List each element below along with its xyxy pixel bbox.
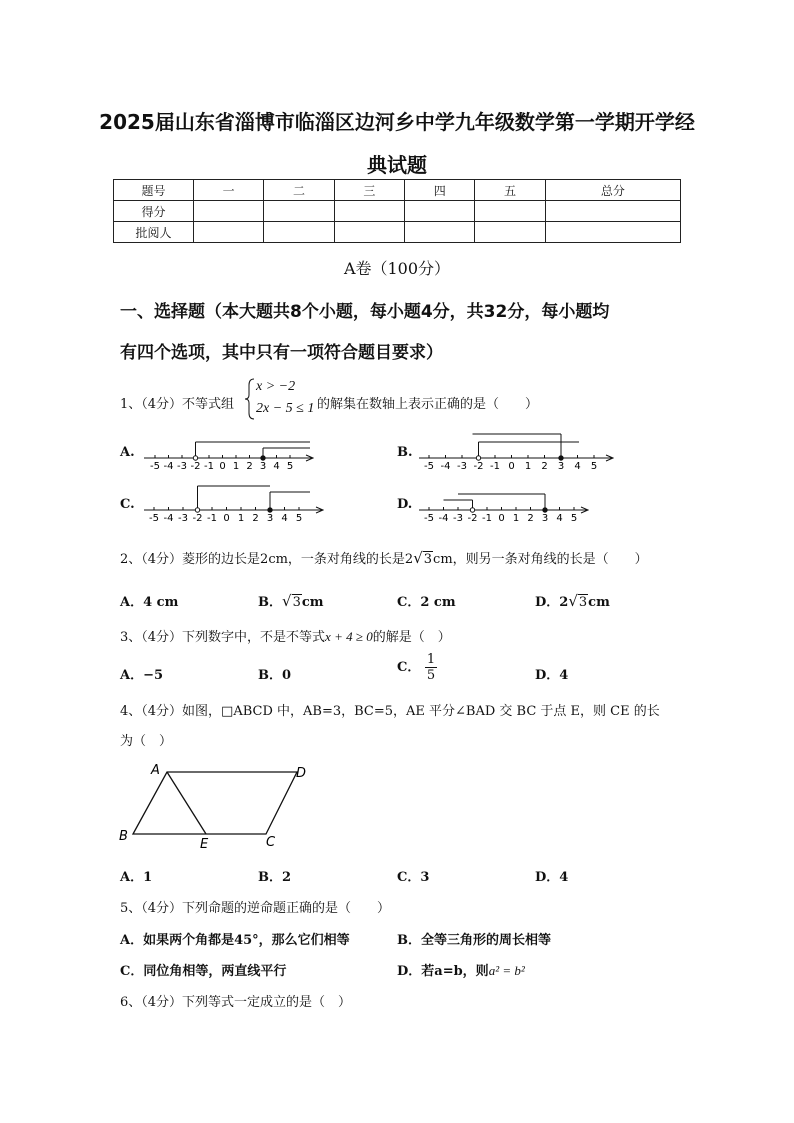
tick-label: -5: [424, 461, 434, 472]
q2-option-d-unit: cm: [588, 595, 610, 610]
q2-option-d-radicand: 3: [578, 595, 588, 610]
tick-label: -1: [204, 461, 214, 472]
tick-label: 1: [237, 513, 245, 524]
exam-title-line1: 2025届山东省淄博市临淄区边河乡中学九年级数学第一学期开学经: [99, 110, 695, 134]
question-2-stem: 2、（4分）菱形的边长是2cm，一条对角线的长是2√3cm，则另一条对角线的长是（ ）: [120, 549, 648, 567]
grader-cell[interactable]: [475, 222, 545, 243]
q1-number-line-c: [144, 478, 324, 524]
score-cell[interactable]: [405, 201, 475, 222]
tick-label: 5: [590, 461, 598, 472]
q3-text-post: 的解是（ ）: [372, 630, 451, 645]
grader-cell[interactable]: [194, 222, 264, 243]
q5-option-d-label: D．若a=b，则: [397, 964, 489, 979]
tick-label: -2: [190, 461, 201, 472]
q1-suffix: 的解集在数轴上表示正确的是（ ）: [317, 397, 539, 412]
tick-label: -1: [207, 513, 217, 524]
grader-cell[interactable]: [334, 222, 404, 243]
q5-option-d-expression: a² = b²: [488, 963, 525, 978]
tick-label: 1: [232, 461, 240, 472]
grader-row-label: 批阅人: [114, 222, 194, 243]
closed-endpoint: [559, 456, 563, 460]
q2-option-b-radicand: 3: [292, 595, 301, 610]
tick-label: 3: [541, 513, 549, 524]
q5-option-b[interactable]: B．全等三角形的周长相等: [397, 933, 551, 948]
q2-text-pre: 2、（4分）菱形的边长是2cm，一条对角线的长是2: [120, 552, 414, 567]
tick-label: 0: [219, 461, 226, 472]
q3-option-b[interactable]: B．0: [258, 668, 292, 683]
q3-option-c-label: C．: [397, 660, 421, 675]
open-endpoint: [470, 508, 474, 512]
table-header-cell: 三: [334, 180, 404, 201]
question-5-stem: 5、（4分）下列命题的逆命题正确的是（ ）: [120, 901, 391, 916]
table-header-cell: 总分: [545, 180, 680, 201]
tick-label: -3: [453, 513, 463, 524]
q4-option-a[interactable]: A．1: [120, 870, 153, 885]
question-3-stem: [120, 626, 451, 645]
table-header-cell: 二: [264, 180, 334, 201]
grader-row: [114, 222, 681, 243]
q2-radicand: 3: [423, 552, 433, 567]
q1-number-line-a: [144, 436, 314, 472]
tick-label: 0: [498, 513, 505, 524]
tick-label: 5: [295, 513, 303, 524]
table-header-cell: 五: [475, 180, 545, 201]
tick-label: -2: [192, 513, 203, 524]
closed-endpoint: [261, 456, 265, 460]
tick-label: 0: [223, 513, 230, 524]
tick-label: 4: [273, 461, 280, 472]
q1-option-d-label[interactable]: D.: [397, 497, 413, 512]
q1-inequality-1: x > −2: [256, 379, 296, 394]
q3-expression: x + 4 ≥ 0: [325, 629, 373, 644]
q1-prefix: 1、（4分）不等式组: [120, 397, 235, 412]
table-header-cell: 题号: [114, 180, 194, 201]
tick-label: 2: [246, 461, 253, 472]
tick-label: 4: [556, 513, 563, 524]
q3-fraction-numerator: 1: [426, 652, 436, 667]
q3-option-a[interactable]: A．−5: [120, 668, 164, 683]
q2-option-b-unit: cm: [301, 595, 324, 610]
q1-inequality-system: [244, 377, 316, 421]
tick-label: 4: [574, 461, 581, 472]
q2-option-d[interactable]: D．2√3cm: [535, 592, 610, 610]
q3-option-c[interactable]: [397, 652, 437, 683]
grader-cell[interactable]: [545, 222, 680, 243]
q3-option-d[interactable]: D．4: [535, 668, 569, 683]
part1-heading-line1: 一、选择题（本大题共8个小题，每小题4分，共32分，每小题均: [120, 302, 610, 322]
tick-label: 1: [524, 461, 532, 472]
q3-text-pre: 3、（4分）下列数字中，不是不等式: [120, 630, 326, 645]
question-4-line1: 4、（4分）如图，□ABCD 中，AB=3，BC=5，AE 平分∠BAD 交 BC 于点 E，则 CE 的长: [120, 704, 660, 719]
tick-label: -3: [457, 461, 467, 472]
q4-option-b[interactable]: B．2: [258, 870, 292, 885]
parallelogram-abcd: [133, 772, 297, 834]
tick-label: -5: [424, 513, 434, 524]
q1-option-c-label[interactable]: C.: [120, 497, 135, 512]
tick-label: 2: [541, 461, 548, 472]
open-endpoint: [195, 508, 199, 512]
q5-option-d[interactable]: [397, 960, 525, 979]
tick-label: 2: [527, 513, 534, 524]
score-row-label: 得分: [114, 201, 194, 222]
vertex-label-c: C: [266, 835, 276, 850]
open-endpoint: [193, 456, 197, 460]
tick-label: 4: [281, 513, 288, 524]
q4-option-c[interactable]: C．3: [397, 870, 430, 885]
tick-label: -2: [467, 513, 478, 524]
point-label-e: E: [200, 837, 209, 850]
q1-inequality-2: 2x − 5 ≤ 1: [256, 401, 315, 416]
tick-label: 1: [512, 513, 520, 524]
tick-label: 3: [266, 513, 274, 524]
parallelogram-figure: [115, 760, 325, 850]
q2-option-b[interactable]: B．√3cm: [258, 592, 324, 610]
tick-label: -4: [440, 461, 451, 472]
tick-label: 5: [286, 461, 294, 472]
score-table-header-row: [114, 180, 681, 201]
score-row: [114, 201, 681, 222]
tick-label: -2: [473, 461, 484, 472]
table-header-cell: 四: [405, 180, 475, 201]
tick-label: -4: [438, 513, 449, 524]
tick-label: -5: [150, 461, 160, 472]
score-cell[interactable]: [545, 201, 680, 222]
grader-cell[interactable]: [405, 222, 475, 243]
tick-label: 0: [508, 461, 515, 472]
q2-option-d-label: D．2: [535, 595, 569, 610]
closed-endpoint: [543, 508, 547, 512]
closed-endpoint: [268, 508, 272, 512]
part1-heading-line2: 有四个选项，其中只有一项符合题目要求）: [120, 343, 443, 363]
tick-label: -4: [163, 513, 174, 524]
tick-label: -4: [163, 461, 174, 472]
brace-icon: [244, 377, 256, 421]
question-4-line2: 为（ ）: [120, 734, 173, 749]
tick-label: 5: [570, 513, 578, 524]
vertex-label-d: D: [296, 766, 307, 781]
table-header-cell: 一: [194, 180, 264, 201]
q2-option-c[interactable]: C．2 cm: [397, 595, 456, 610]
tick-label: -3: [178, 513, 188, 524]
q2-option-a[interactable]: A．4 cm: [120, 595, 179, 610]
tick-label: 2: [252, 513, 259, 524]
q1-number-line-d: [419, 486, 589, 524]
q1-option-a-label[interactable]: A.: [120, 445, 135, 460]
tick-label: -1: [490, 461, 500, 472]
q3-fraction: [425, 652, 437, 683]
tick-label: -5: [149, 513, 159, 524]
tick-label: 3: [259, 461, 267, 472]
tick-label: -1: [482, 513, 492, 524]
tick-label: 3: [557, 461, 565, 472]
score-table: [113, 179, 681, 243]
q1-option-b-label[interactable]: B.: [397, 445, 413, 460]
score-cell[interactable]: [475, 201, 545, 222]
vertex-label-a: A: [151, 763, 160, 778]
exam-title-line2: 典试题: [367, 153, 427, 177]
open-endpoint: [476, 456, 480, 460]
grader-cell[interactable]: [264, 222, 334, 243]
q5-option-a[interactable]: A．如果两个角都是45°，那么它们相等: [120, 933, 350, 948]
q5-option-c[interactable]: C．同位角相等，两直线平行: [120, 964, 287, 979]
q4-option-d[interactable]: D．4: [535, 870, 569, 885]
q2-text-post: cm，则另一条对角线的长是（ ）: [433, 552, 648, 567]
score-cell[interactable]: [334, 201, 404, 222]
score-cell[interactable]: [264, 201, 334, 222]
vertex-label-b: B: [119, 829, 128, 844]
q2-option-b-label: B．: [258, 595, 282, 610]
q1-number-line-b: [419, 432, 614, 472]
score-cell[interactable]: [194, 201, 264, 222]
tick-label: -3: [177, 461, 187, 472]
question-1-stem: [120, 393, 234, 412]
segment-ae: [167, 772, 206, 834]
q3-fraction-denominator: 5: [426, 668, 436, 683]
section-a-heading: A卷（100分）: [343, 259, 451, 278]
question-6-stem: 6、（4分）下列等式一定成立的是（ ）: [120, 995, 352, 1010]
